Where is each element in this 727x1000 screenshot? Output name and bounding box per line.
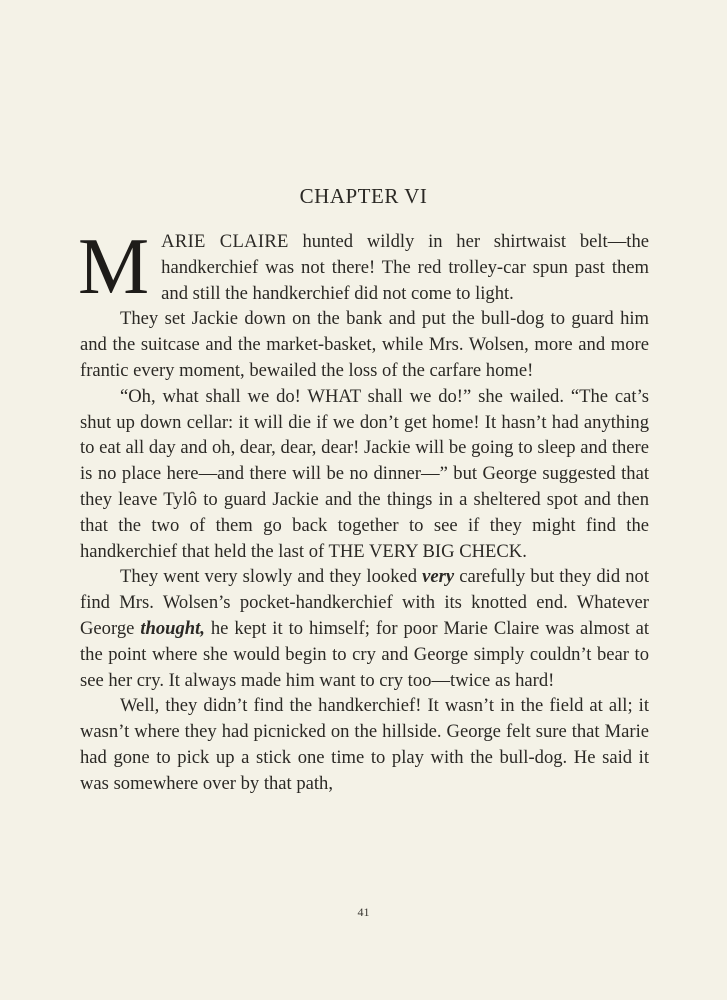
paragraph-5: Well, they didn’t find the handkerchief! It wasn’t in the field at all; it wasn’t where they had picnicked on the hillside. George felt sure that Marie had gone to pick up a stick one time to play with the bull-dog. He said it was somewhere over by that path, — [80, 695, 649, 794]
paragraph-2: They set Jackie down on the bank and put the bull-dog to guard him and the suitcase and the market-basket, while Mrs. Wolsen, more and more frantic every moment, bewailed the loss of the carfare home! — [80, 308, 649, 381]
lead-in-caps: ARIE CLAIRE — [161, 231, 289, 252]
paragraph-4-text-c: he kept it to himself; for poor Marie Claire was almost at the point where she would begin to cry and George simply couldn’t bear to see her cry. It always made him want to cry too—twice as hard! — [80, 617, 649, 691]
paragraph-3: “Oh, what shall we do! WHAT shall we do!” she wailed. “The cat’s shut up down cellar: it will die if we don’t get home! It hasn’t had anything to eat all day and oh, dear, dear, dear! Jackie will be going to sleep and there is no place here—and there will be no dinner—” but George suggested that they leave Tylô to guard Jackie and the things in a sheltered spot and then that the two of them go back together to see if they might find the handkerchief that held the last of THE VERY BIG CHECK. — [80, 385, 649, 562]
paragraph-4-text-b: carefully but they did not find Mrs. Wolsen’s pocket-handkerchief with its knotted end. Whatever George — [80, 566, 649, 639]
emphasis-thought: thought, — [140, 617, 205, 639]
drop-cap-letter: M — [78, 223, 150, 311]
paragraph-4-text-a: They went very slowly and they looked — [120, 566, 423, 588]
chapter-heading: CHAPTER VI — [299, 184, 428, 208]
body-text — [78, 223, 650, 797]
paragraph-1-text: hunted wildly in her shirtwaist belt—the handkerchief was not there! The red trolley-car spun past them and still the handkerchief did not come to light. — [161, 231, 650, 304]
paragraph-4 — [80, 564, 649, 693]
page-number: 41 — [357, 905, 370, 919]
emphasis-very: very — [422, 566, 455, 588]
paragraph-1 — [78, 223, 650, 311]
